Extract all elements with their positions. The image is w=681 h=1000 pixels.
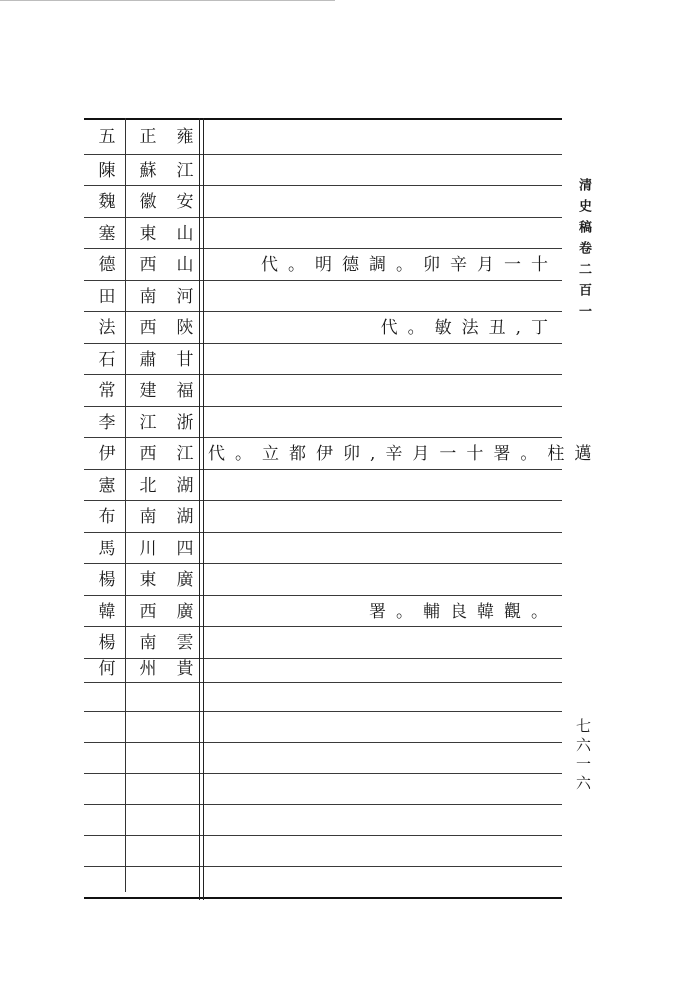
province-cell: 湖 (176, 507, 194, 527)
name-cell: 塞 (98, 224, 116, 244)
province-cell: 徽 (139, 192, 157, 212)
top-edge-line (0, 0, 335, 1)
province-cell: 川 (139, 539, 157, 559)
province-cell: 廣 (176, 570, 194, 590)
province-cell: 西 (139, 318, 157, 338)
book-title: 清史稿卷二百一 (576, 178, 591, 325)
province-cell: 西 (139, 255, 157, 275)
province-cell: 廣 (176, 602, 194, 622)
entry-text: 代。敏法丑,丁 (380, 318, 558, 338)
entry-text: 代。明德調。卯辛月一十 (261, 255, 558, 275)
name-cell: 布 (98, 507, 116, 527)
province-cell: 東 (139, 224, 157, 244)
province-cell: 肅 (139, 350, 157, 370)
name-cell: 陳 (98, 161, 116, 181)
row-rule (84, 773, 562, 774)
province-cell: 西 (139, 444, 157, 464)
province-cell: 雍 (176, 127, 194, 147)
row-rule (84, 742, 562, 743)
province-cell: 甘 (176, 350, 194, 370)
entry-text: 代。立都伊卯,辛月一十署。柱邁 (208, 444, 602, 464)
row-rule (84, 711, 562, 712)
name-cell: 伊 (98, 444, 116, 464)
row-rule (84, 804, 562, 805)
name-cell: 憲 (98, 476, 116, 496)
name-cell: 楊 (98, 570, 116, 590)
name-cell: 田 (98, 287, 116, 307)
name-cell: 常 (98, 381, 116, 401)
name-cell: 李 (98, 413, 116, 433)
name-cell: 何 (98, 659, 116, 679)
row-rule (84, 835, 562, 836)
name-cell: 德 (98, 255, 116, 275)
province-cell: 江 (176, 161, 194, 181)
province-cell: 山 (176, 255, 194, 275)
province-cell: 南 (139, 287, 157, 307)
province-cell: 州 (139, 659, 157, 679)
province-cell: 江 (139, 413, 157, 433)
province-cell: 湖 (176, 476, 194, 496)
page-number: 七六一六 (574, 718, 592, 794)
name-cell: 魏 (98, 192, 116, 212)
province-cell: 河 (176, 287, 194, 307)
row-rule (84, 532, 562, 533)
table-bottom-rule (84, 897, 562, 899)
table-top-rule (84, 118, 562, 120)
province-cell: 正 (139, 127, 157, 147)
province-cell: 安 (176, 192, 194, 212)
column-divider (125, 118, 126, 892)
province-cell: 蘇 (139, 161, 157, 181)
name-cell: 法 (98, 318, 116, 338)
province-cell: 雲 (176, 633, 194, 653)
province-cell: 西 (139, 602, 157, 622)
row-rule (84, 280, 562, 281)
province-cell: 東 (139, 570, 157, 590)
province-cell: 南 (139, 633, 157, 653)
row-rule (84, 343, 562, 344)
province-cell: 福 (176, 381, 194, 401)
province-cell: 山 (176, 224, 194, 244)
province-cell: 貴 (176, 659, 194, 679)
row-rule (84, 469, 562, 470)
row-rule (84, 217, 562, 218)
province-cell: 浙 (176, 413, 194, 433)
name-cell: 馬 (98, 539, 116, 559)
province-cell: 四 (176, 539, 194, 559)
name-cell: 韓 (98, 602, 116, 622)
row-rule (84, 406, 562, 407)
name-cell: 楊 (98, 633, 116, 653)
row-rule (84, 595, 562, 596)
province-cell: 建 (139, 381, 157, 401)
province-cell: 江 (176, 444, 194, 464)
province-cell: 北 (139, 476, 157, 496)
row-rule (84, 154, 562, 155)
province-cell: 南 (139, 507, 157, 527)
name-cell: 石 (98, 350, 116, 370)
entry-text: 署。輔良韓觀。 (369, 602, 558, 622)
name-cell: 五 (98, 127, 116, 147)
row-rule (84, 866, 562, 867)
province-cell: 陝 (176, 318, 194, 338)
